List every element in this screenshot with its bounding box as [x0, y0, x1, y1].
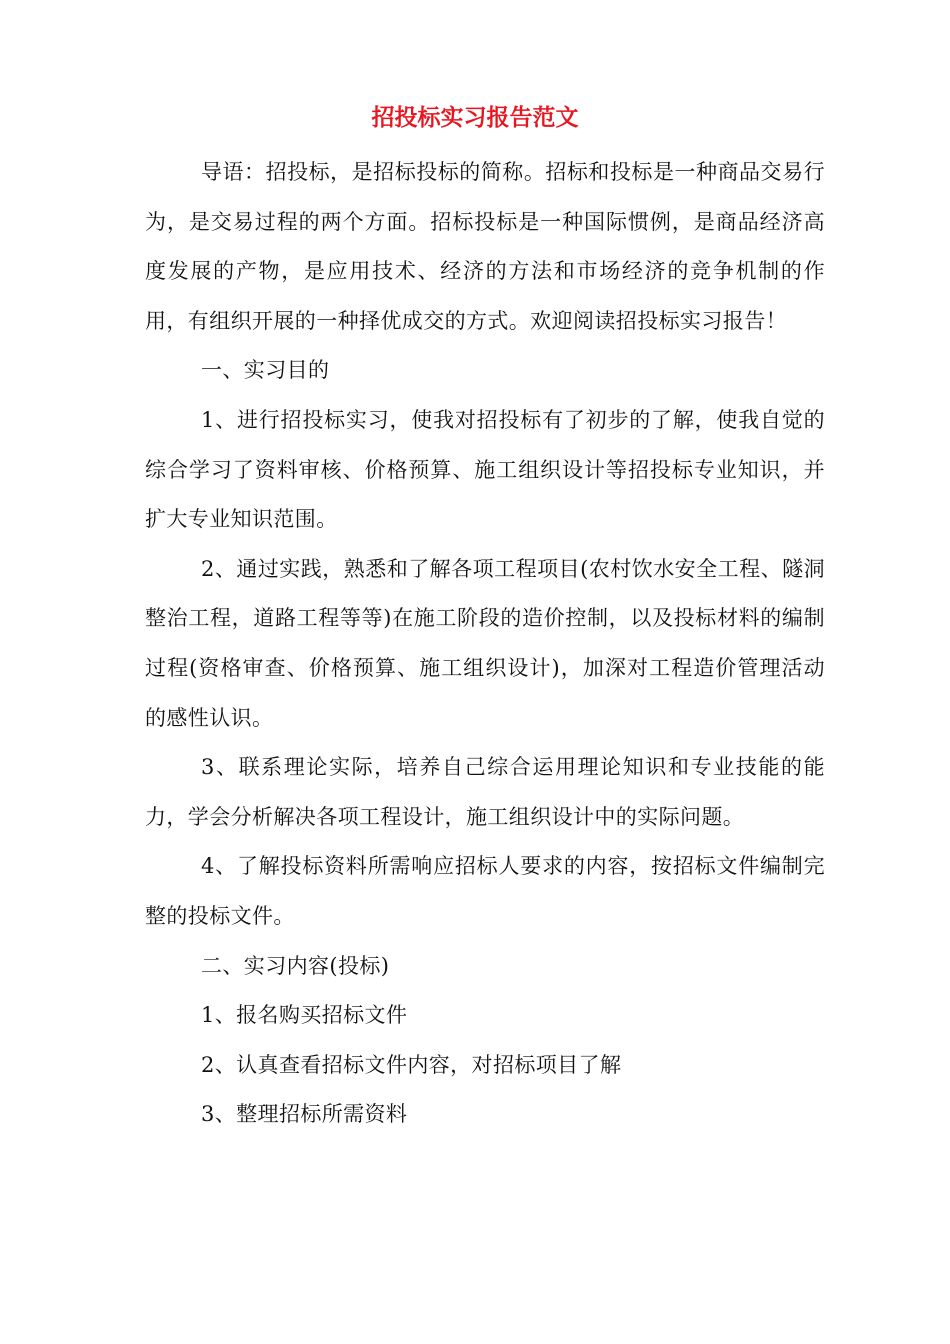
document-body [145, 148, 825, 1140]
purpose-item-2: 2、通过实践，熟悉和了解各项工程项目(农村饮水安全工程、隧洞整治工程，道路工程等等)在施工阶段的造价控制，以及投标材料的编制过程(资格审查、价格预算、施工组织设计)，加深对工程造价管理活动的感性认识。 [145, 556, 825, 730]
content-item-1: 1、报名购买招标文件 [201, 1003, 408, 1028]
purpose-item-3: 3、联系理论实际，培养自己综合运用理论知识和专业技能的能力，学会分析解决各项工程设计，施工组织设计中的实际问题。 [145, 755, 825, 829]
content-item-3: 3、整理招标所需资料 [201, 1102, 408, 1127]
content-item-2: 2、认真查看招标文件内容，对招标项目了解 [201, 1052, 622, 1077]
document-title: 招投标实习报告范文 [371, 104, 579, 131]
section-heading-content: 二、实习内容(投标) [201, 953, 390, 978]
section-heading-purpose: 一、实习目的 [201, 358, 330, 383]
intro-paragraph: 导语：招投标，是招标投标的简称。招标和投标是一种商品交易行为，是交易过程的两个方面。招标投标是一种国际惯例，是商品经济高度发展的产物，是应用技术、经济的方法和市场经济的竞争机制的作用，有组织开展的一种择优成交的方式。欢迎阅读招投标实习报告！ [145, 160, 825, 333]
purpose-item-1: 1、进行招投标实习，使我对招投标有了初步的了解，使我自觉的综合学习了资料审核、价格预算、施工组织设计等招投标专业知识，并扩大专业知识范围。 [145, 407, 825, 532]
purpose-item-4: 4、了解投标资料所需响应招标人要求的内容，按招标文件编制完整的投标文件。 [145, 854, 825, 928]
